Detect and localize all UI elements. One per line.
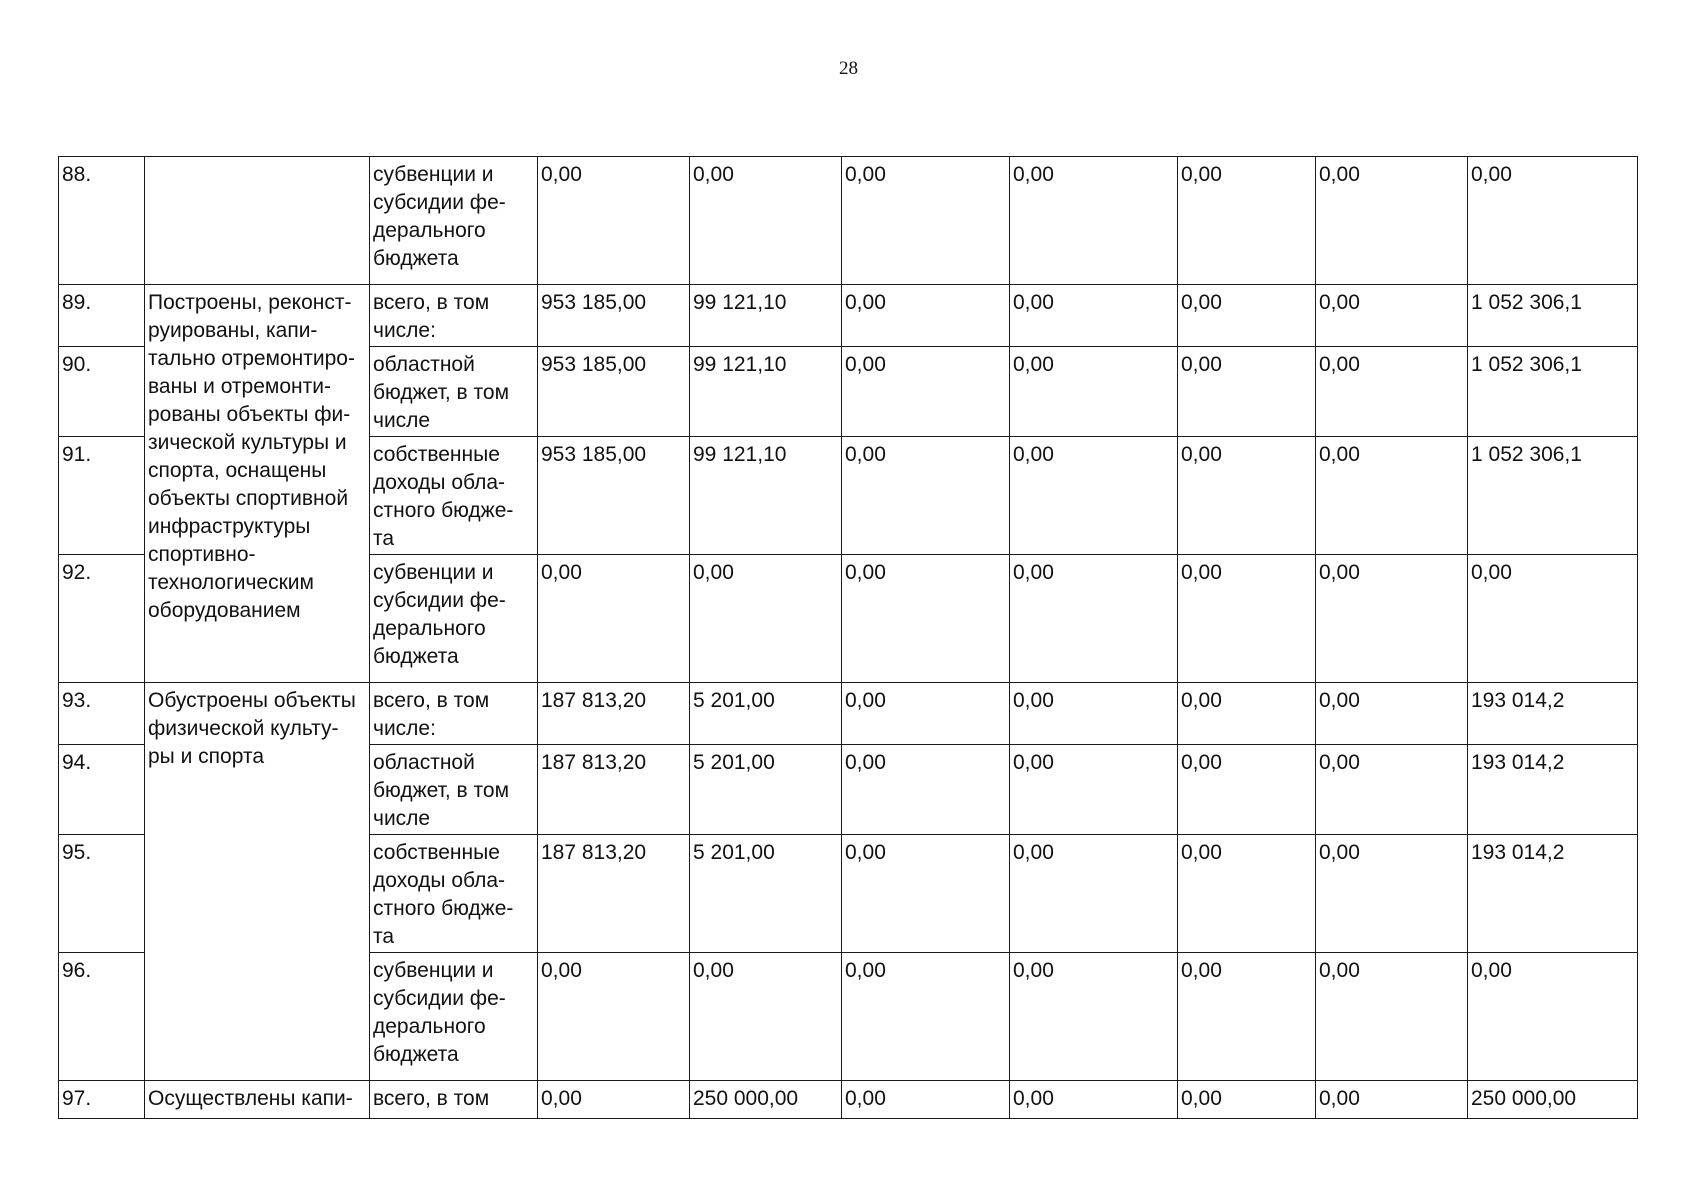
result-description: Осуществлены капи- xyxy=(145,1081,370,1119)
value-cell: 0,00 xyxy=(538,555,690,683)
value-cell: 953 185,00 xyxy=(538,285,690,347)
value-cell: 187 813,20 xyxy=(538,745,690,835)
value-cell: 0,00 xyxy=(1010,157,1178,285)
value-cell: 0,00 xyxy=(842,683,1010,745)
value-cell: 0,00 xyxy=(1316,555,1468,683)
value-cell: 5 201,00 xyxy=(690,835,842,953)
value-cell: 0,00 xyxy=(1316,953,1468,1081)
total-cell: 1 052 306,1 xyxy=(1468,437,1638,555)
total-cell: 0,00 xyxy=(1468,555,1638,683)
value-cell: 0,00 xyxy=(1316,285,1468,347)
result-description xyxy=(145,157,370,285)
value-cell: 5 201,00 xyxy=(690,745,842,835)
value-cell: 0,00 xyxy=(1178,437,1316,555)
value-cell: 0,00 xyxy=(690,953,842,1081)
value-cell: 99 121,10 xyxy=(690,437,842,555)
funding-source: областной бюджет, в том числе xyxy=(370,347,538,437)
value-cell: 0,00 xyxy=(1178,683,1316,745)
row-number: 89. xyxy=(59,285,145,347)
value-cell: 0,00 xyxy=(1178,835,1316,953)
value-cell: 0,00 xyxy=(1010,1081,1178,1119)
funding-source: субвенции и субсидии фе- дерального бюджета xyxy=(370,157,538,285)
row-number: 94. xyxy=(59,745,145,835)
value-cell: 0,00 xyxy=(842,953,1010,1081)
value-cell: 0,00 xyxy=(1010,285,1178,347)
value-cell: 953 185,00 xyxy=(538,347,690,437)
funding-source: собственные доходы обла- стного бюдже- та xyxy=(370,835,538,953)
value-cell: 0,00 xyxy=(1178,745,1316,835)
total-cell: 1 052 306,1 xyxy=(1468,285,1638,347)
value-cell: 0,00 xyxy=(1316,745,1468,835)
funding-source: субвенции и субсидии фе- дерального бюджета xyxy=(370,953,538,1081)
total-cell: 250 000,00 xyxy=(1468,1081,1638,1119)
total-cell: 0,00 xyxy=(1468,953,1638,1081)
value-cell: 0,00 xyxy=(1316,835,1468,953)
page-number: 28 xyxy=(839,58,858,79)
total-cell: 193 014,2 xyxy=(1468,683,1638,745)
row-number: 90. xyxy=(59,347,145,437)
value-cell: 0,00 xyxy=(1178,347,1316,437)
value-cell: 99 121,10 xyxy=(690,347,842,437)
value-cell: 0,00 xyxy=(1316,437,1468,555)
value-cell: 0,00 xyxy=(1178,555,1316,683)
value-cell: 5 201,00 xyxy=(690,683,842,745)
row-number: 88. xyxy=(59,157,145,285)
value-cell: 250 000,00 xyxy=(690,1081,842,1119)
row-number: 97. xyxy=(59,1081,145,1119)
value-cell: 0,00 xyxy=(842,835,1010,953)
funding-source: всего, в том xyxy=(370,1081,538,1119)
table-row xyxy=(59,1081,1638,1119)
result-description: Обустроены объекты физической культу- ры и спорта xyxy=(145,683,370,1081)
value-cell: 0,00 xyxy=(1316,347,1468,437)
total-cell: 193 014,2 xyxy=(1468,745,1638,835)
row-number: 95. xyxy=(59,835,145,953)
row-number: 96. xyxy=(59,953,145,1081)
value-cell: 0,00 xyxy=(1010,953,1178,1081)
value-cell: 0,00 xyxy=(1316,157,1468,285)
value-cell: 0,00 xyxy=(1178,953,1316,1081)
value-cell: 0,00 xyxy=(842,347,1010,437)
value-cell: 0,00 xyxy=(842,157,1010,285)
value-cell: 953 185,00 xyxy=(538,437,690,555)
value-cell: 0,00 xyxy=(538,1081,690,1119)
row-number: 92. xyxy=(59,555,145,683)
value-cell: 0,00 xyxy=(842,555,1010,683)
value-cell: 0,00 xyxy=(1316,683,1468,745)
funding-source: всего, в том числе: xyxy=(370,285,538,347)
funding-source: областной бюджет, в том числе xyxy=(370,745,538,835)
value-cell: 0,00 xyxy=(842,745,1010,835)
funding-source: всего, в том числе: xyxy=(370,683,538,745)
funding-source: собственные доходы обла- стного бюдже- та xyxy=(370,437,538,555)
value-cell: 0,00 xyxy=(1010,683,1178,745)
value-cell: 0,00 xyxy=(1178,285,1316,347)
value-cell: 0,00 xyxy=(538,157,690,285)
value-cell: 0,00 xyxy=(1010,555,1178,683)
value-cell: 0,00 xyxy=(690,157,842,285)
value-cell: 0,00 xyxy=(1178,157,1316,285)
table-row xyxy=(59,157,1638,285)
result-description: Построены, реконст- руированы, капи- тально отремонтиро- ваны и отремонти- рованы объекты фи- зической культуры и спорта, оснащены объекты спортивной инфраструктуры спортивно- технологическим оборудованием xyxy=(145,285,370,683)
value-cell: 187 813,20 xyxy=(538,683,690,745)
total-cell: 193 014,2 xyxy=(1468,835,1638,953)
table-row xyxy=(59,683,1638,745)
value-cell: 0,00 xyxy=(1010,437,1178,555)
value-cell: 0,00 xyxy=(842,1081,1010,1119)
value-cell: 0,00 xyxy=(538,953,690,1081)
value-cell: 0,00 xyxy=(1010,745,1178,835)
total-cell: 0,00 xyxy=(1468,157,1638,285)
value-cell: 0,00 xyxy=(1010,835,1178,953)
value-cell: 0,00 xyxy=(842,437,1010,555)
value-cell: 0,00 xyxy=(1010,347,1178,437)
funding-source: субвенции и субсидии фе- дерального бюджета xyxy=(370,555,538,683)
value-cell: 0,00 xyxy=(1178,1081,1316,1119)
value-cell: 99 121,10 xyxy=(690,285,842,347)
table-row xyxy=(59,285,1638,347)
value-cell: 187 813,20 xyxy=(538,835,690,953)
value-cell: 0,00 xyxy=(1316,1081,1468,1119)
row-number: 93. xyxy=(59,683,145,745)
value-cell: 0,00 xyxy=(690,555,842,683)
value-cell: 0,00 xyxy=(842,285,1010,347)
row-number: 91. xyxy=(59,437,145,555)
total-cell: 1 052 306,1 xyxy=(1468,347,1638,437)
budget-table xyxy=(58,156,1638,1119)
